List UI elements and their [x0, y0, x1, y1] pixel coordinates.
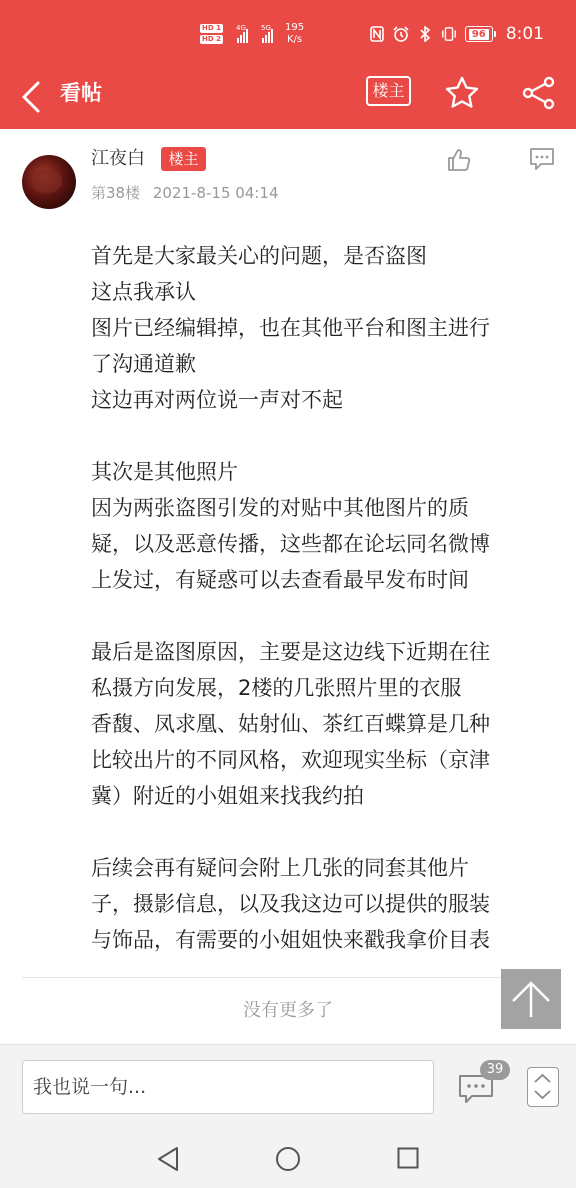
speed-value: 195 — [284, 22, 305, 33]
post-meta — [91, 182, 279, 204]
share-button[interactable] — [520, 74, 558, 112]
battery-level: 96 — [469, 29, 489, 40]
back-button[interactable] — [16, 77, 46, 117]
post-datetime: 2021-8-15 04:14 — [152, 184, 279, 202]
post-line: 图片已经编辑掉，也在其他平台和图主进行 — [91, 316, 490, 340]
triangle-back-icon — [156, 1146, 180, 1172]
avatar[interactable] — [22, 155, 76, 209]
page-title: 看帖 — [60, 81, 102, 105]
post-line: 子，摄影信息，以及我这边可以提供的服装 — [91, 892, 490, 916]
owner-only-button[interactable]: 楼主 — [366, 76, 411, 106]
star-icon — [443, 74, 481, 112]
system-status — [369, 22, 544, 46]
floor-number: 第38楼 — [91, 184, 141, 202]
post-line: 比较出片的不同风格，欢迎现实坐标（京津 — [91, 748, 490, 772]
circle-home-icon — [275, 1146, 301, 1172]
network-status — [200, 20, 304, 48]
system-nav-bar — [0, 1130, 576, 1188]
nfc-icon — [369, 26, 385, 42]
post-line: 上发过，有疑惑可以去查看最早发布时间 — [91, 568, 469, 592]
back-icon — [16, 77, 46, 117]
post-line: 疑，以及恶意传播，这些都在论坛同名微博 — [91, 532, 490, 556]
system-back-button[interactable] — [156, 1146, 180, 1172]
thumbs-up-icon — [446, 147, 472, 173]
post-line: 冀）附近的小姐姐来找我约拍 — [91, 784, 364, 808]
post-line: 因为两张盗图引发的对贴中其他图片的质 — [91, 496, 469, 520]
app-header — [0, 65, 576, 129]
post-line: 这边再对两位说一声对不起 — [91, 388, 343, 412]
vibrate-icon — [441, 26, 457, 42]
post-line: 了沟通道歉 — [91, 352, 196, 376]
signal-icon — [237, 25, 248, 43]
reply-input[interactable]: 我也说一句... — [22, 1060, 434, 1114]
signal-icon — [262, 25, 273, 43]
system-home-button[interactable] — [275, 1146, 301, 1172]
comment-icon — [528, 147, 556, 171]
favorite-button[interactable] — [443, 74, 481, 112]
like-button[interactable] — [446, 147, 472, 173]
clock: 8:01 — [505, 24, 544, 44]
paragraph-gap — [91, 598, 561, 634]
author-name[interactable]: 江夜白 — [91, 148, 145, 169]
alarm-icon — [393, 26, 409, 42]
reply-bar — [0, 1044, 576, 1130]
post-line: 后续会再有疑问会附上几张的同套其他片 — [91, 856, 469, 880]
system-recents-button[interactable] — [397, 1147, 419, 1169]
post-line: 其次是其他照片 — [91, 460, 238, 484]
owner-badge: 楼主 — [161, 147, 206, 171]
arrow-up-icon — [501, 969, 561, 1029]
post-line: 香馥、凤求凰、姑射仙、茶红百蝶算是几种 — [91, 712, 490, 736]
post-line: 首先是大家最关心的问题，是否盗图 — [91, 244, 427, 268]
hd-indicator — [200, 24, 223, 44]
paragraph-gap — [91, 418, 561, 454]
reply-floor-button[interactable] — [528, 147, 556, 171]
paragraph-gap — [91, 814, 561, 850]
network-speed — [285, 22, 304, 46]
status-bar — [0, 0, 576, 65]
post-line: 最后是盗图原因，主要是这边线下近期在往 — [91, 640, 490, 664]
battery-icon — [465, 26, 496, 42]
scroll-to-top-button[interactable] — [501, 969, 561, 1029]
square-recents-icon — [397, 1147, 419, 1169]
network-generation-2: 5G — [260, 24, 271, 32]
divider — [22, 977, 554, 978]
page-nav-button[interactable] — [527, 1067, 559, 1107]
speed-unit: K/s — [286, 34, 303, 45]
post-line: 私摄方向发展，2楼的几张照片里的衣服 — [91, 676, 462, 700]
network-generation-1: 4G — [235, 24, 246, 32]
hd2-label: HD 2 — [202, 35, 221, 43]
post-line: 与饰品，有需要的小姐姐快来戳我拿价目表 — [91, 928, 490, 952]
bluetooth-icon — [417, 26, 433, 42]
chevron-up-down-icon — [528, 1068, 557, 1105]
no-more-label: 没有更多了 — [243, 1000, 333, 1021]
post-content — [91, 238, 561, 958]
share-icon — [520, 74, 558, 112]
post-line: 这点我承认 — [91, 280, 196, 304]
comment-count-badge: 39 — [480, 1060, 510, 1080]
hd1-label: HD 1 — [202, 24, 221, 32]
